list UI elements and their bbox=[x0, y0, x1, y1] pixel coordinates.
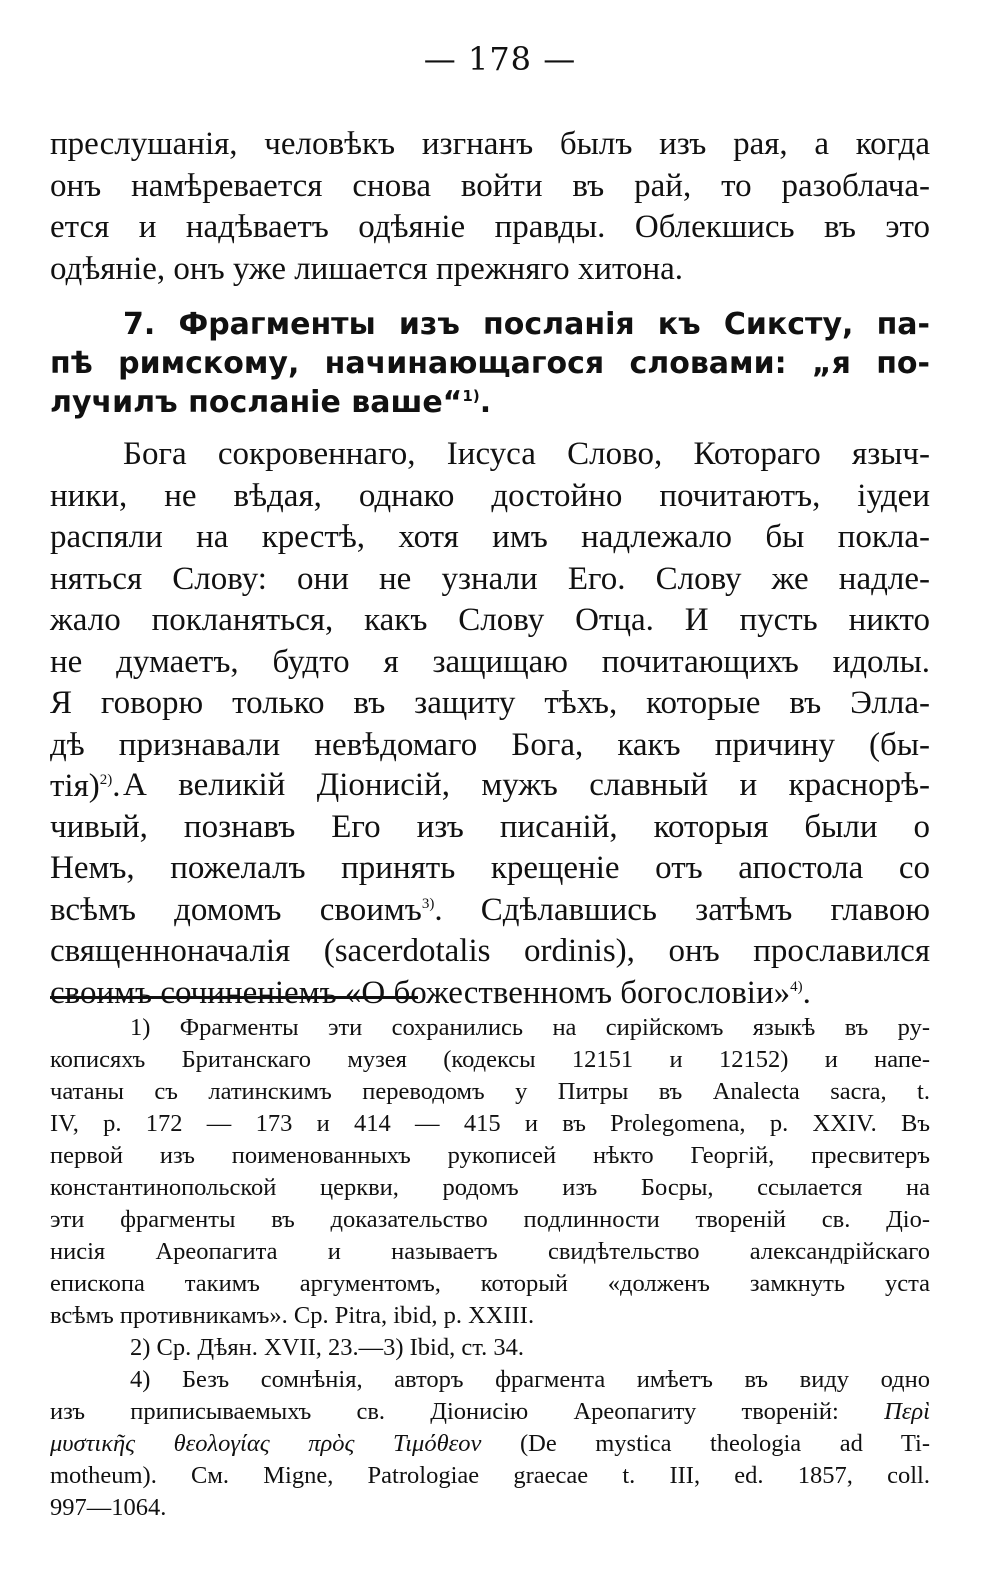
text-line: не думаетъ, будто я защищаю почитающихъ идолы. bbox=[50, 643, 930, 680]
text-fragment: всѣмъ домомъ своимъ bbox=[50, 891, 422, 928]
footnote-line: чатаны съ латинскимъ переводомъ у Питры въ Analecta sacra, t. bbox=[50, 1078, 930, 1105]
text-fragment: . bbox=[802, 974, 811, 1011]
footnote-line: 997—1064. bbox=[50, 1494, 167, 1521]
page-number: — 178 — bbox=[423, 40, 577, 78]
text-line: Бога сокровеннаго, Іисуса Слово, Котораго языч- bbox=[123, 436, 930, 472]
section-heading bbox=[50, 305, 930, 422]
footnote-line bbox=[50, 1428, 930, 1460]
heading-text: лучилъ посланіе ваше“ bbox=[50, 385, 463, 420]
paragraph-continuation bbox=[50, 124, 930, 290]
text-line bbox=[50, 973, 930, 1015]
greek-title: Περὶ bbox=[884, 1398, 930, 1425]
footnote-line: всѣмъ противникамъ». Ср. Pitra, ibid, p. XXIII. bbox=[50, 1302, 535, 1329]
footnote-line: первой изъ поименованныхъ рукописей нѣкто Георгій, пресвитеръ bbox=[50, 1142, 930, 1169]
paragraph bbox=[50, 765, 930, 1014]
footnote-ref: 1) bbox=[462, 387, 480, 405]
text-line: няться Слову: они не узнали Его. Слову же надле- bbox=[50, 560, 930, 597]
text-fragment: изъ приписываемыхъ св. Діонисію Ареопагиту твореній: bbox=[50, 1398, 839, 1425]
footnote-line: motheum). См. Migne, Patrologiae graecae t. III, ed. 1857, coll. bbox=[50, 1462, 930, 1489]
footnote-line: епископа такимъ аргументомъ, который «долженъ замкнуть уста bbox=[50, 1270, 930, 1297]
text-line: священноначалія (sacerdotalis ordinis), онъ прославился bbox=[50, 933, 930, 969]
footnote-ref: 2) bbox=[99, 772, 113, 788]
heading-line bbox=[50, 383, 930, 422]
text-fragment: . Сдѣлавшись затѣмъ главою bbox=[434, 891, 930, 928]
footnote-line: 4) Безъ сомнѣнія, авторъ фрагмента имѣетъ въ виду одно bbox=[130, 1366, 930, 1393]
footnote-line bbox=[50, 1396, 930, 1428]
footnote-line: эти фрагменты въ доказательство подлинности твореній св. Діо- bbox=[50, 1206, 930, 1233]
footnote-line: IV, p. 172 — 173 и 414 — 415 и въ Prolegomena, p. XXIV. Въ bbox=[50, 1110, 930, 1137]
heading-line: 7. Фрагменты изъ посланія къ Сиксту, па- bbox=[123, 307, 930, 342]
heading-end: . bbox=[479, 385, 492, 420]
text-line: А великій Діонисій, мужъ славный и краснорѣ- bbox=[123, 767, 930, 803]
footnote-line: константинопольской церкви, родомъ изъ Босры, ссылается на bbox=[50, 1174, 930, 1201]
text-line: онъ намѣревается снова войти въ рай, то разоблача- bbox=[50, 167, 930, 204]
footnote-line: 1) Фрагменты эти сохранились на сирійскомъ языкѣ въ ру- bbox=[130, 1014, 930, 1041]
text-line: жало покланяться, какъ Слову Отца. И пусть никто bbox=[50, 602, 930, 638]
text-fragment: . bbox=[112, 768, 121, 804]
text-fragment: тія) bbox=[50, 768, 100, 804]
footnote-line: 2) Ср. Дѣян. XVII, 23.—3) Ibid, ст. 34. bbox=[130, 1334, 524, 1361]
text-line: ется и надѣваетъ одѣяніе правды. Облекшись въ это bbox=[50, 209, 930, 245]
text-line: чивый, познавъ Его изъ писаній, которыя были о bbox=[50, 808, 930, 845]
greek-title: μυστικῆς θεολογίας πρὸς Τιμόθεον bbox=[50, 1430, 482, 1457]
text-line: ники, не вѣдая, однако достойно почитаютъ, іудеи bbox=[50, 477, 930, 514]
text-line: распяли на крестѣ, хотя имъ надлежало бы покла- bbox=[50, 519, 930, 555]
paragraph bbox=[50, 434, 930, 808]
footnote-separator bbox=[50, 996, 418, 999]
text-line: дѣ признавали невѣдомаго Бога, какъ причину (бы- bbox=[50, 726, 930, 763]
footnotes bbox=[50, 1012, 930, 1524]
text-line: Я говорю только въ защиту тѣхъ, которые въ Элла- bbox=[50, 685, 930, 721]
text-line: одѣяніе, онъ уже лишается прежняго хитона. bbox=[50, 250, 684, 287]
footnote-ref: 4) bbox=[790, 978, 803, 995]
text-line: Немъ, пожелалъ принять крещеніе отъ апостола со bbox=[50, 850, 930, 886]
text-fragment: (De mystica theologia ad Ti- bbox=[519, 1430, 930, 1457]
text-line: преслушанія, человѣкъ изгнанъ былъ изъ рая, а когда bbox=[50, 126, 930, 162]
heading-line: пѣ римскому, начинающагося словами: „я по- bbox=[50, 346, 930, 381]
footnote-line: нисія Ареопагита и называетъ свидѣтельство александрійскаго bbox=[50, 1238, 930, 1265]
footnote-line: кописяхъ Британскаго музея (кодексы 12151 и 12152) и напе- bbox=[50, 1046, 930, 1073]
text-line bbox=[50, 890, 930, 932]
footnote-ref: 3) bbox=[421, 895, 435, 912]
text-fragment: своимъ сочиненіемъ «О божественномъ богословіи» bbox=[50, 974, 791, 1011]
